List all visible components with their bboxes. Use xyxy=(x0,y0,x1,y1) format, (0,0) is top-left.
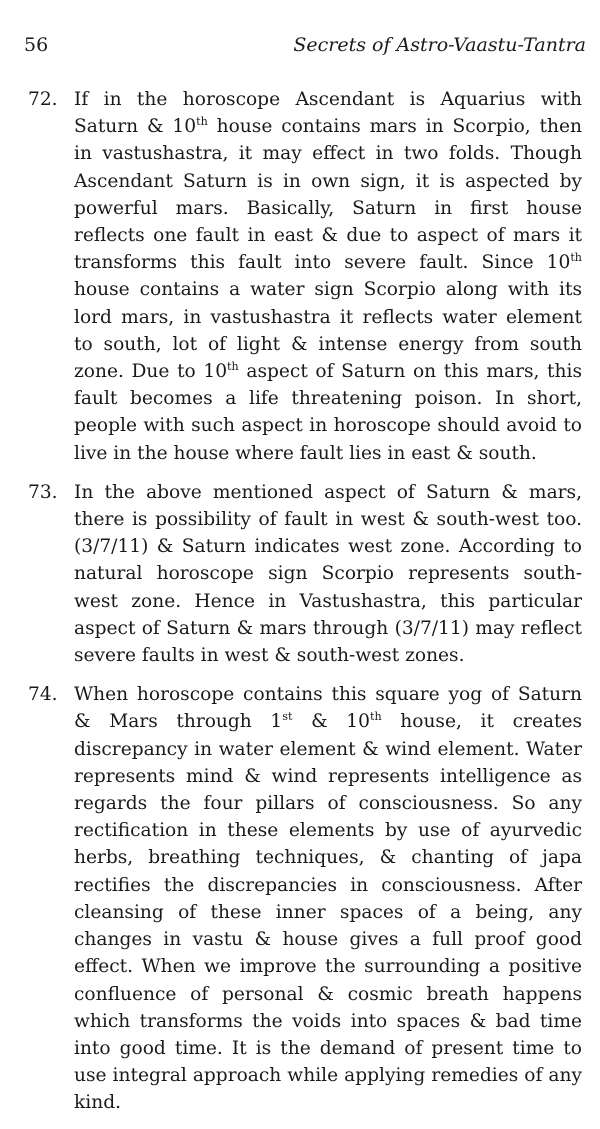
running-title: Secrets of Astro-Vaastu-Tantra xyxy=(293,34,586,56)
page-number: 56 xyxy=(24,34,49,56)
item-number: 73. xyxy=(28,481,58,503)
item-text: In the above mentioned aspect of Saturn & mars, there is possibility of fault in west & south-west too. (3/7/11) & Saturn indicates west zone. According to natural horoscope sign Scorpio represents south-west zone. Hence in Vastushastra, this particular aspect of Saturn & mars through (3/7/11) may reflect severe faults in west & south-west zones. xyxy=(74,481,582,667)
item-number: 72. xyxy=(28,89,58,110)
list-item-73 xyxy=(28,479,582,669)
page-header xyxy=(14,28,586,62)
item-text: When horoscope contains this square yog of Saturn & Mars through 1st & 10th house, it creates discrepancy in water element & wind element. Water represents mind & wind represents intelligence as regards the four pillars of consciousness. So any rectification in these elements by use of ayurvedic herbs, breathing techniques, & chanting of japa rectifies the discrepancies in consciousness. After cleansing of these inner spaces of a being, any changes in vastu & house gives a full proof good effect. When we improve the surrounding a positive confluence of personal & cosmic breath happens which transforms the voids into spaces & bad time into good time. It is the demand of present time to use integral approach while applying remedies of any kind. xyxy=(74,684,582,1114)
item-text: If in the horoscope Ascendant is Aquarius with Saturn & 10th house contains mars in Scorpio, then in vastushastra, it may effect in two folds. Though Ascendant Saturn is in own sign, it is aspected by powerful mars. Basically, Saturn in first house reflects one fault in east & due to aspect of mars it transforms this fault into severe fault. Since 10th house contains a water sign Scorpio along with its lord mars, in vastushastra it reflects water element to south, lot of light & intense energy from south zone. Due to 10th aspect of Saturn on this mars, this fault becomes a life threatening poison. In short, people with such aspect in horoscope should avoid to live in the house where fault lies in east & south. xyxy=(74,89,582,464)
numbered-list xyxy=(28,86,582,1129)
list-item-74 xyxy=(28,681,582,1116)
list-item-72 xyxy=(28,86,582,467)
item-number: 74. xyxy=(28,684,58,706)
